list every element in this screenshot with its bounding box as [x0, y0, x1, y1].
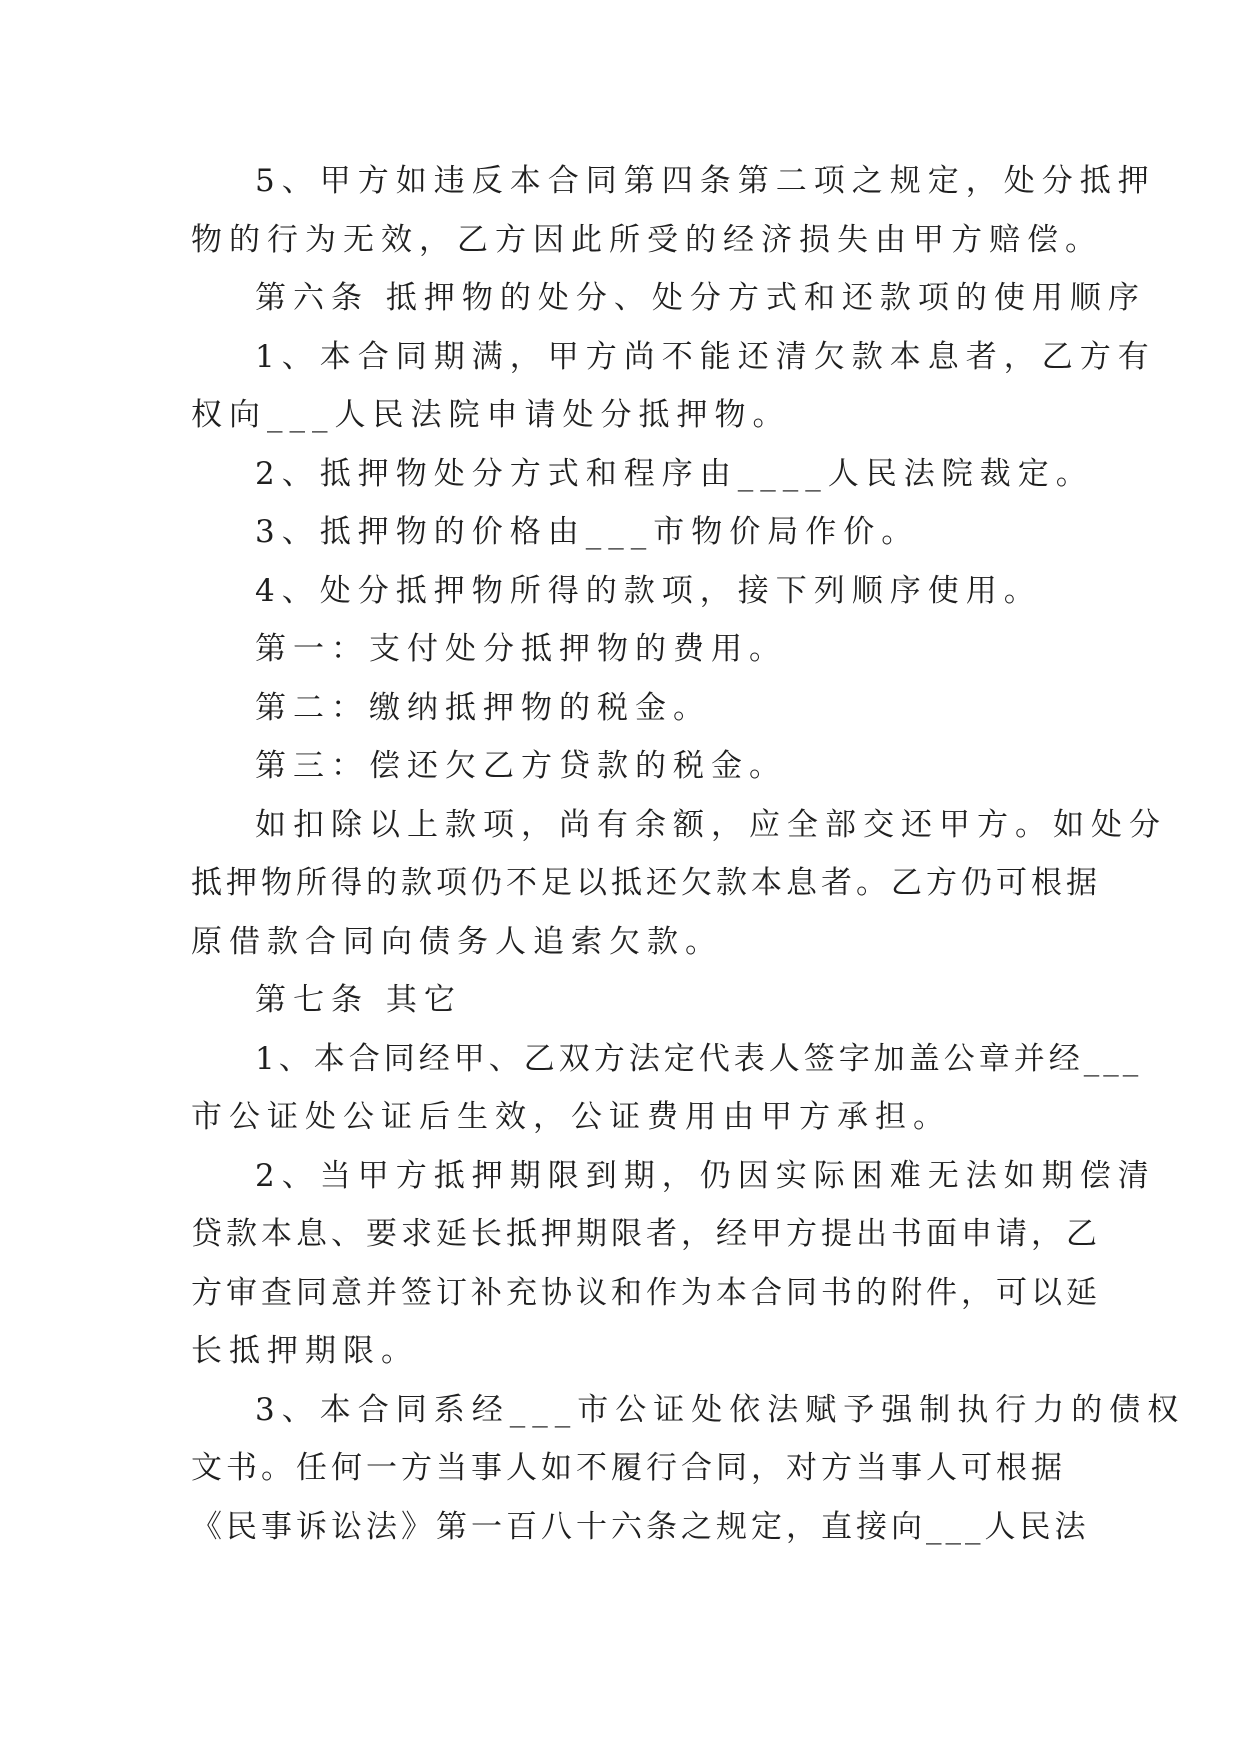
contract-text	[191, 152, 1186, 1556]
text-line: 方审查同意并签订补充协议和作为本合同书的附件，可以延	[191, 1274, 1101, 1311]
text-line: 抵押物所得的款项仍不足以抵还欠款本息者。乙方仍可根据	[191, 865, 1101, 901]
text-line: 长抵押期限。	[191, 1333, 419, 1369]
text-line: 1、本合同期满，甲方尚不能还清欠款本息者，乙方有	[255, 338, 1156, 375]
text-line: 3、抵押物的价格由___市物价局作价。	[255, 514, 920, 550]
text-line: 物的行为无效，乙方因此所受的经济损失由甲方赔偿。	[191, 221, 1103, 258]
text-line: 3、本合同系经___市公证处依法赋予强制执行力的债权	[255, 1391, 1186, 1428]
text-line: 2、抵押物处分方式和程序由____人民法院裁定。	[255, 455, 1094, 492]
text-line: 市公证处公证后生效，公证费用由甲方承担。	[191, 1099, 951, 1135]
article-heading: 第六条 抵押物的处分、处分方式和还款项的使用顺序	[255, 280, 1146, 316]
text-line: 4、处分抵押物所得的款项，接下列顺序使用。	[255, 572, 1042, 609]
text-line: 《民事诉讼法》第一百八十六条之规定，直接向___人民法	[191, 1508, 1090, 1545]
text-line: 第二：缴纳抵押物的税金。	[255, 689, 711, 726]
article-heading: 第七条 其它	[255, 982, 462, 1018]
text-line: 第一：支付处分抵押物的费用。	[255, 631, 787, 667]
text-line: 2、当甲方抵押期限到期，仍因实际困难无法如期偿清	[255, 1157, 1156, 1194]
text-line: 如扣除以上款项，尚有余额，应全部交还甲方。如处分	[255, 806, 1167, 843]
text-line: 文书。任何一方当事人如不履行合同，对方当事人可根据	[191, 1450, 1066, 1486]
text-line: 原借款合同向债务人追索欠款。	[191, 923, 723, 960]
text-line: 第三：偿还欠乙方贷款的税金。	[255, 748, 787, 784]
text-line: 1、本合同经甲、乙双方法定代表人签字加盖公章并经___	[255, 1040, 1143, 1077]
text-line: 贷款本息、要求延长抵押期限者，经甲方提出书面申请，乙	[191, 1216, 1101, 1252]
text-line: 权向___人民法院申请处分抵押物。	[191, 397, 791, 433]
text-line: 5、甲方如违反本合同第四条第二项之规定，处分抵押	[255, 163, 1156, 199]
